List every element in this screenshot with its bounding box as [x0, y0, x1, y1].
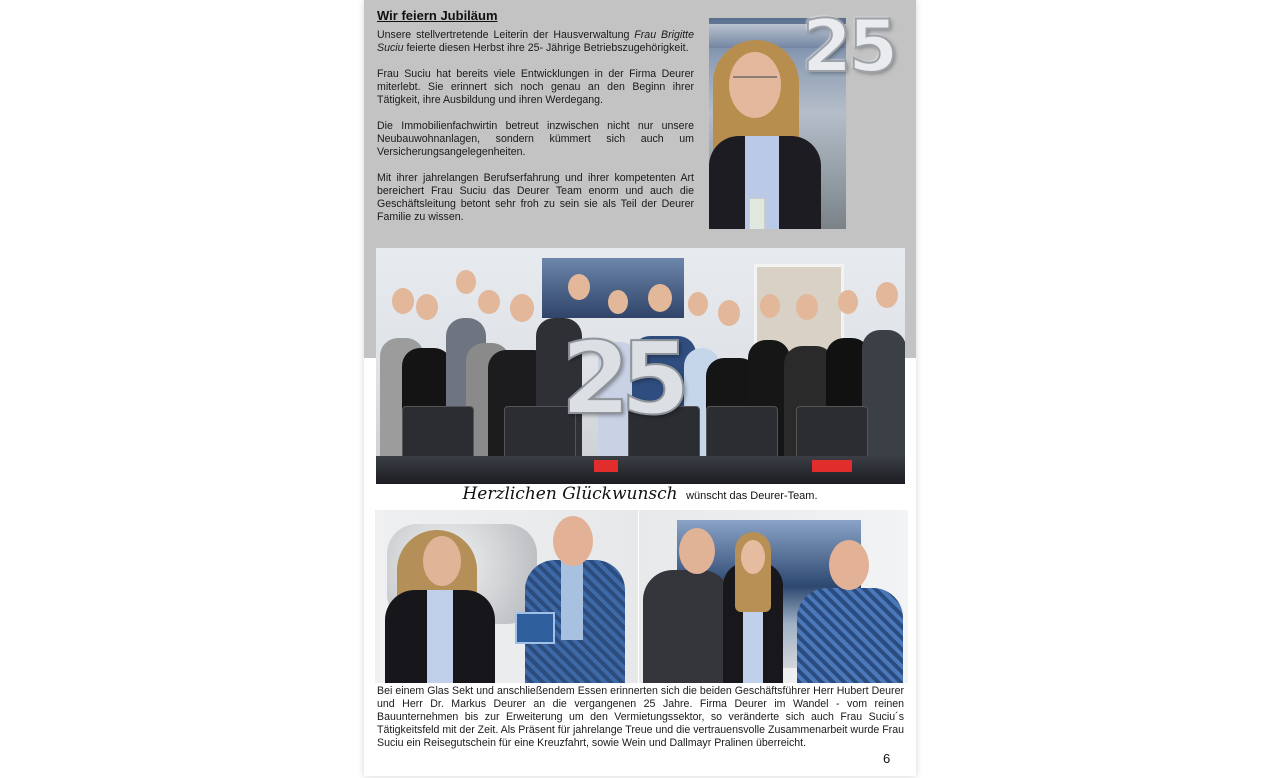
man-face: [679, 528, 715, 574]
closing-paragraph: Bei einem Glas Sekt und anschließendem Essen erinnerten sich die beiden Geschäftsführer Herr Hubert Deurer und Herr Dr. Markus Deurer an die vergangenen 25 Jahre. Firma Deurer im Wandel - vom reinen Bauunternehmen bis zur Erweiterung um den Vermietungssektor, so veränderte sich auch Frau Suciu´s Tätigkeitsfeld mit der Zeit. Als Präsent für jahrelange Treue und die vertrauensvolle Zusammenarbeit wurde Frau Suciu ein Reisegutschein für eine Kreuzfahrt, sowie Wein und Dallmayr Pralinen überreicht.: [377, 685, 904, 749]
person-head: [688, 292, 708, 316]
person: [862, 330, 905, 458]
page-number: 6: [883, 751, 891, 766]
champagne-glass: [749, 198, 765, 229]
person-head: [416, 294, 438, 320]
red-napkin: [594, 460, 618, 472]
man-checked-jacket: [797, 588, 903, 683]
man-suit: [643, 570, 731, 683]
person-head: [608, 290, 628, 314]
person-head: [478, 290, 500, 314]
woman-shirt: [427, 590, 453, 683]
intro-paragraph-2: Frau Suciu hat bereits viele Entwicklungen in der Firma Deurer miterlebt. Sie erinnert sich noch genau an den Beginn ihrer Tätigkeit, ihre Ausbildung und ihren Werdegang.: [377, 68, 694, 106]
person-head: [718, 300, 740, 326]
woman-face: [741, 540, 765, 574]
employee-name: Frau Brigitte Suciu: [377, 29, 694, 54]
person-head: [456, 270, 476, 294]
person-head: [648, 284, 672, 312]
man-face: [829, 540, 869, 590]
photo-caption: [364, 484, 916, 504]
man-face: [553, 516, 593, 566]
woman-face: [423, 536, 461, 586]
newsletter-page: [364, 0, 916, 776]
group-photo: [376, 248, 905, 484]
caption-congratulations: Herzlichen Glückwunsch: [462, 484, 678, 504]
person-head: [568, 274, 590, 300]
intro-p1-start: Unsere stellvertretende Leiterin der Hausverwaltung: [377, 29, 635, 41]
intro-paragraph-4: Mit ihrer jahrelangen Berufserfahrung und ihrer kompetenten Art bereichert Frau Suciu das Deurer Team enorm und auch die Geschäftsleitung betont sehr froh zu sein sie als Teil der Deurer Familie zu wissen.: [377, 172, 694, 223]
person-head: [838, 290, 858, 314]
portrait-glasses: [733, 76, 777, 86]
intro-paragraph-3: Die Immobilienfachwirtin betreut inzwischen nicht nur unsere Neubauwohnanlagen, sondern kümmert sich auch um Versicherungsangelegenheiten.: [377, 120, 694, 158]
person-head: [392, 288, 414, 314]
intro-text: [377, 29, 694, 237]
balloon-25-group: 25: [561, 320, 681, 437]
man-shirt: [561, 560, 583, 640]
gift-box: [515, 612, 555, 644]
intro-paragraph-1: [377, 29, 694, 55]
person-head: [510, 294, 534, 322]
balloon-25-image: 25: [802, 4, 895, 88]
caption-signature: wünscht das Deurer-Team.: [686, 490, 818, 502]
red-napkin: [812, 460, 852, 472]
person-head: [760, 294, 780, 318]
person-head: [876, 282, 898, 308]
intro-p1-end: feierte diesen Herbst ihre 25- Jährige Betriebszugehörigkeit.: [403, 42, 689, 54]
gift-handover-photo: [375, 510, 638, 683]
person-head: [796, 294, 818, 320]
article-title: Wir feiern Jubiläum: [377, 8, 498, 23]
toast-photo: [639, 510, 908, 683]
